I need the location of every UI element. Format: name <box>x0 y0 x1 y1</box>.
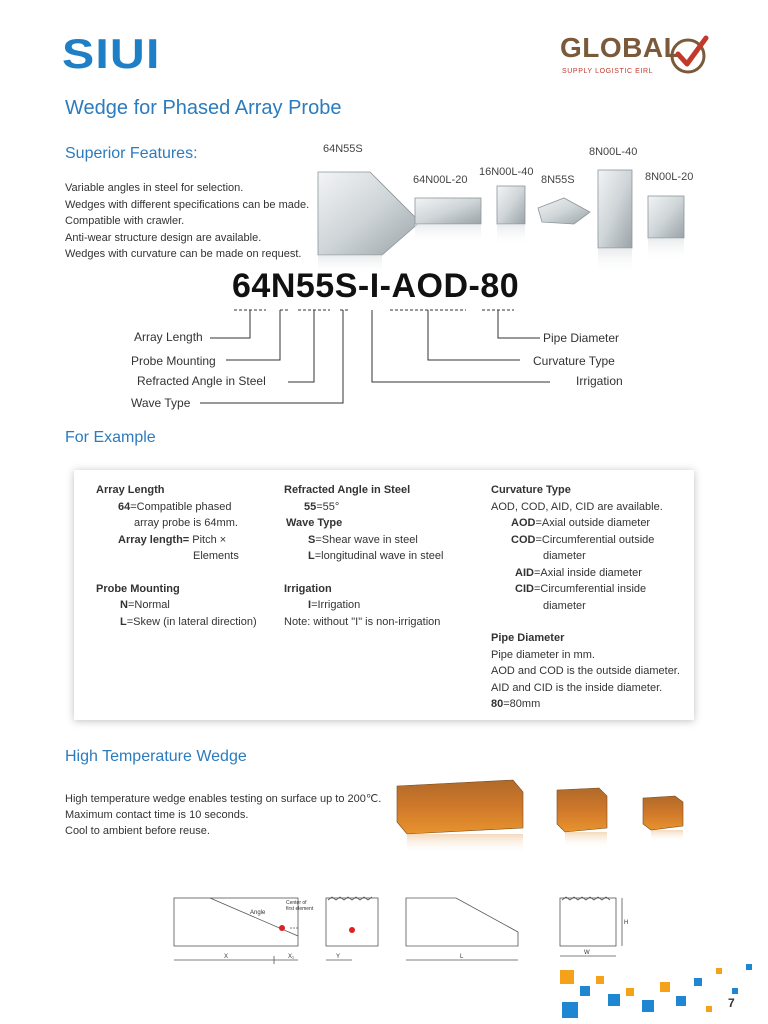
feature-item: Wedges with curvature can be made on request. <box>65 248 302 260</box>
legend-wave-type: Wave Type <box>131 396 191 410</box>
features-heading: Superior Features: <box>65 145 198 162</box>
high-temp-text: High temperature wedge enables testing on surface up to 200℃. Maximum contact time is 10 seconds. Cool to ambient before reuse. <box>65 793 382 837</box>
high-temp-wedge-image <box>385 770 695 870</box>
curvature-pipe-block: Curvature Type AOD, COD, AID, CID are available. AOD=Axial outside diameter COD=Circumferential outside diameter AID=Axial inside diameter CID=Circumferential inside diameter Pipe Diameter Pipe diameter in mm. AOD and COD is the outside diameter. AID and CID is the inside diameter. 80=80mm <box>491 484 680 710</box>
feature-item: Variable angles in steel for selection. <box>65 182 244 194</box>
legend-pipe-diameter: Pipe Diameter <box>543 331 620 345</box>
decorative-squares <box>556 958 756 1024</box>
legend-curvature-type: Curvature Type <box>533 354 615 368</box>
drawing-h-label: H <box>624 920 629 926</box>
wedge-label: 8N55S <box>541 174 575 186</box>
global-logo: GLOBAL <box>560 32 682 63</box>
legend-irrigation: Irrigation <box>576 374 623 388</box>
array-length-block: Array Length 64=Compatible phased array probe is 64mm. Array length= Pitch × Elements Probe Mounting N=Normal L=Skew (in lateral direction) <box>96 484 257 628</box>
drawing-center-label-2: first element <box>286 906 314 912</box>
drawing-center-label: Center of <box>286 900 307 906</box>
drawing-x1-label: X₁ <box>288 954 295 960</box>
global-tagline: SUPPLY LOGISTIC EIRL <box>562 68 654 75</box>
legend-refracted-angle: Refracted Angle in Steel <box>137 374 266 388</box>
wedge-label: 64N55S <box>323 143 363 155</box>
model-legend-lines <box>190 306 550 411</box>
wedge-label: 8N00L-20 <box>645 171 694 183</box>
model-code: 64N55S-I-AOD-80 <box>232 267 520 305</box>
legend-array-length: Array Length <box>134 330 203 344</box>
drawing-x-label: X <box>224 954 229 960</box>
features-list <box>65 180 309 263</box>
drawing-l-label: L <box>460 954 464 960</box>
feature-item: Compatible with crawler. <box>65 215 185 227</box>
refracted-wave-irrigation-block: Refracted Angle in Steel 55=55° Wave Type S=Shear wave in steel L=longitudinal wave in steel Irrigation I=Irrigation Note: without "I" is non-irrigation <box>284 484 444 628</box>
feature-item: Anti-wear structure design are available. <box>65 231 262 244</box>
feature-item: Wedges with different specifications can be made. <box>65 198 310 211</box>
wedge-label: 64N00L-20 <box>413 174 468 186</box>
drawing-y-label: Y <box>336 954 341 960</box>
page-number: 7 <box>728 996 735 1010</box>
wedge-technical-drawing <box>150 872 650 972</box>
wedge-label: 8N00L-40 <box>589 146 638 158</box>
high-temp-heading: High Temperature Wedge <box>65 748 247 765</box>
checkmark-logo-icon <box>668 34 710 74</box>
drawing-angle-label: Angle <box>250 910 266 916</box>
page-title: Wedge for Phased Array Probe <box>65 97 342 119</box>
example-heading: For Example <box>65 429 156 446</box>
legend-probe-mounting: Probe Mounting <box>131 354 216 368</box>
wedge-label: 16N00L-40 <box>479 166 534 178</box>
drawing-w-label: W <box>584 950 590 956</box>
siui-logo: SIUI <box>62 30 161 77</box>
